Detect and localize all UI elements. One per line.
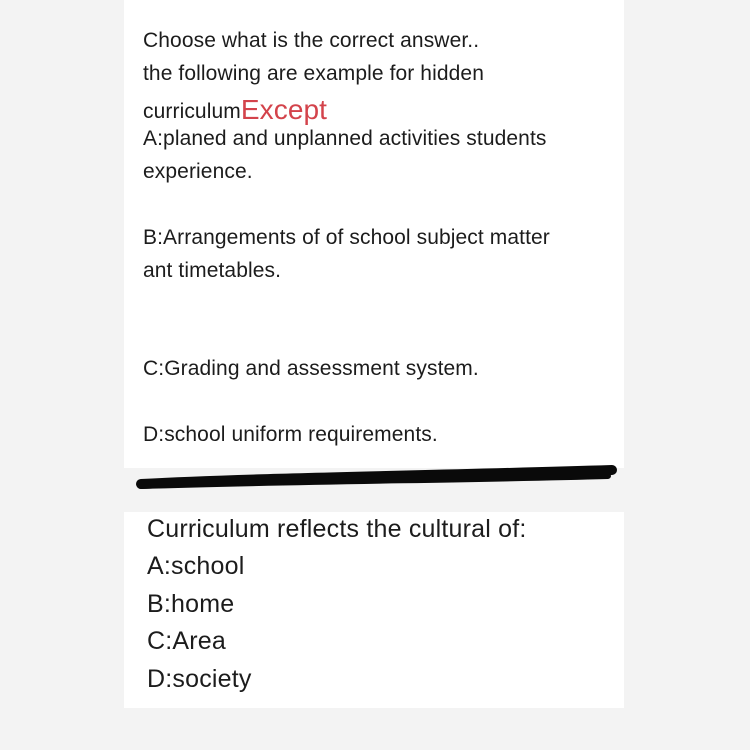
question-1-option-a-line-1: A:planed and unplanned activities students xyxy=(143,127,547,150)
question-2-option-a: A:school xyxy=(147,552,245,580)
question-1-option-d: D:school uniform requirements. xyxy=(143,423,438,446)
question-1-stem-line-1: the following are example for hidden xyxy=(143,62,484,85)
question-1-prompt: Choose what is the correct answer.. xyxy=(143,29,480,52)
question-1-option-a-line-2: experience. xyxy=(143,160,253,183)
question-2-option-c: C:Area xyxy=(147,627,227,655)
question-1-option-b-line-2: ant timetables. xyxy=(143,259,282,282)
question-1-stem-word: curriculum xyxy=(143,100,241,123)
question-2-option-d: D:society xyxy=(147,665,252,693)
question-2-option-b: B:home xyxy=(147,590,235,618)
question-1-option-c: C:Grading and assessment system. xyxy=(143,357,479,380)
except-emphasis: Except xyxy=(240,94,328,125)
question-2-stem: Curriculum reflects the cultural of: xyxy=(147,515,527,543)
question-1-option-b-line-1: B:Arrangements of of school subject matter xyxy=(143,226,550,249)
